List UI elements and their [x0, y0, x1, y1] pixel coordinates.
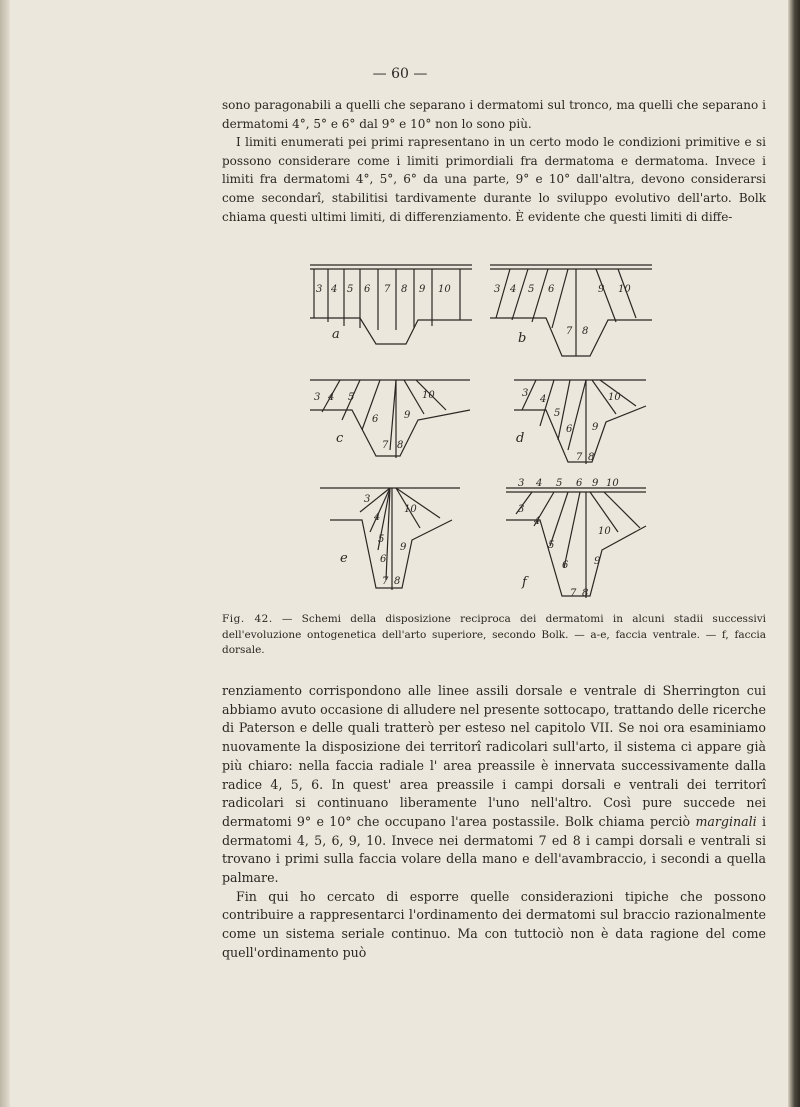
- b-num-6: 6: [548, 284, 555, 295]
- panel-b: [490, 265, 652, 356]
- d-num-7: 7: [576, 452, 583, 463]
- panel-label-c: c: [336, 431, 344, 446]
- panel-label-f: f: [522, 575, 527, 590]
- paragraph-top-line2: I limiti enumerati pei primi rapresentano in un certo modo le condizioni primitive e si possono considerare come i limiti primordiali fra dermatoma e dermatoma. Invece i limiti fra dermatomi 4°, 5°, 6° da una parte, 9° e 10° dall'altra, devono considerarsi come secondarî, stabilitisi tardivamente durante lo sviluppo evolutivo dell'arto. Bolk chiama questi ultimi limiti, di differenziamento. È evidente che questi limiti di diffe-: [222, 135, 766, 224]
- f-top-num-10: 10: [606, 478, 619, 489]
- page-number: — 60 —: [372, 66, 428, 82]
- f-num-10: 10: [598, 526, 611, 537]
- figure-caption-text: — Schemi della disposizione reciproca dei dermatomi in alcuni stadii successivi dell'evoluzione ontogenetica dell'arto superiore, secondo Bolk. — a-e, faccia ventrale. — f, faccia dorsale.: [222, 613, 766, 656]
- e-num-3: 3: [364, 494, 371, 505]
- panel-e: [320, 488, 460, 590]
- d-num-10: 10: [608, 392, 621, 403]
- page-binding-shadow: [0, 0, 10, 1107]
- b-num-3: 3: [494, 284, 501, 295]
- dermatome-diagram: [300, 250, 670, 610]
- d-num-8: 8: [588, 452, 595, 463]
- a-num-4: 4: [331, 284, 338, 295]
- panel-label-a: a: [332, 327, 340, 342]
- body-paragraph-2: Fin qui ho cercato di esporre quelle considerazioni tipiche che possono contribuire a rappresentarci l'ordinamento dei dermatomi sul braccio razionalmente come un sistema seriale continuo. Ma con tuttociò non è data ragione del come quell'ordinamento può: [222, 888, 766, 960]
- e-num-5: 5: [378, 534, 385, 545]
- b-num-7: 7: [566, 326, 573, 337]
- c-num-7: 7: [382, 440, 389, 451]
- b-num-5: 5: [528, 284, 535, 295]
- d-num-4: 4: [540, 394, 547, 405]
- d-num-3: 3: [522, 388, 529, 399]
- paragraph-top-line1: sono paragonabili a quelli che separano i dermatomi sul tronco, ma quelli che separano i dermatomi 4°, 5° e 6° dal 9° e 10° non lo sono più.: [222, 98, 766, 131]
- body-p1-before: renziamento corrispondono alle linee assili dorsale e ventrale di Sherrington cui abbiamo avuto occasione di alludere nel presente sottocapo, trattando delle ricerche di Paterson e delle quali tratterò per esteso nel capitolo VII. Se noi ora esaminiamo nuovamente la disposizione dei territorî radicolari sull'arto, il sistema ci appare già più chiaro: nella faccia radiale l' area preassile è innervata successivamente dalla radice 4, 5, 6. In quest' area preassile i campi dorsali e ventrali dei territorî radicolari si continuano liberamente l'uno nell'altro. Così pure succede nei dermatomi 9° e 10° che occupano l'area postassile. Bolk chiama perciò: [222, 683, 766, 829]
- a-num-7: 7: [384, 284, 391, 295]
- d-num-9: 9: [592, 422, 599, 433]
- panel-f: [506, 488, 646, 598]
- e-num-9: 9: [400, 542, 407, 553]
- f-top-num-3: 3: [518, 478, 525, 489]
- body-text: [222, 682, 766, 963]
- panel-label-b: b: [518, 331, 527, 346]
- b-num-10: 10: [618, 284, 631, 295]
- e-num-4: 4: [374, 512, 381, 523]
- f-top-num-9: 9: [592, 478, 599, 489]
- a-num-10: 10: [438, 284, 451, 295]
- body-paragraph-1: [222, 682, 766, 888]
- body-p1-em: marginali: [695, 813, 757, 829]
- b-num-9: 9: [598, 284, 605, 295]
- c-num-8: 8: [397, 440, 404, 451]
- c-num-5: 5: [348, 392, 355, 403]
- f-num-5: 5: [548, 540, 555, 551]
- c-num-9: 9: [404, 410, 411, 421]
- e-num-7: 7: [382, 576, 389, 587]
- f-num-6: 6: [562, 560, 569, 571]
- panel-label-d: d: [516, 431, 525, 446]
- b-num-8: 8: [582, 326, 589, 337]
- a-num-5: 5: [347, 284, 354, 295]
- e-num-10: 10: [404, 504, 417, 515]
- d-num-6: 6: [566, 424, 573, 435]
- a-num-9: 9: [419, 284, 426, 295]
- c-num-3: 3: [314, 392, 321, 403]
- e-num-8: 8: [394, 576, 401, 587]
- f-num-9: 9: [594, 556, 601, 567]
- f-num-7: 7: [570, 588, 577, 599]
- panel-label-e: e: [340, 551, 348, 566]
- body-p1-after: i dermatomi 4, 5, 6, 9, 10. Invece nei dermatomi 7 ed 8 i campi dorsali e ventrali si trovano i primi sulla faccia volare della mano e dell'avambraccio, i secondi a quella palmare.: [222, 813, 766, 886]
- a-num-3: 3: [316, 284, 323, 295]
- d-num-5: 5: [554, 408, 561, 419]
- b-num-4: 4: [510, 284, 517, 295]
- figure-42: [300, 250, 670, 614]
- f-num-4: 4: [534, 516, 541, 527]
- f-top-num-5: 5: [556, 478, 563, 489]
- figure-caption: [222, 612, 766, 659]
- figure-caption-label: Fig. 42.: [222, 613, 273, 625]
- f-top-num-6: 6: [576, 478, 583, 489]
- c-num-4: 4: [328, 392, 335, 403]
- c-num-10: 10: [422, 390, 435, 401]
- paragraph-top: [222, 96, 766, 226]
- f-num-3: 3: [518, 504, 525, 515]
- f-top-num-4: 4: [536, 478, 543, 489]
- a-num-6: 6: [364, 284, 371, 295]
- a-num-8: 8: [401, 284, 408, 295]
- page-edge-shadow: [788, 0, 800, 1107]
- e-num-6: 6: [380, 554, 387, 565]
- c-num-6: 6: [372, 414, 379, 425]
- f-num-8: 8: [582, 588, 589, 599]
